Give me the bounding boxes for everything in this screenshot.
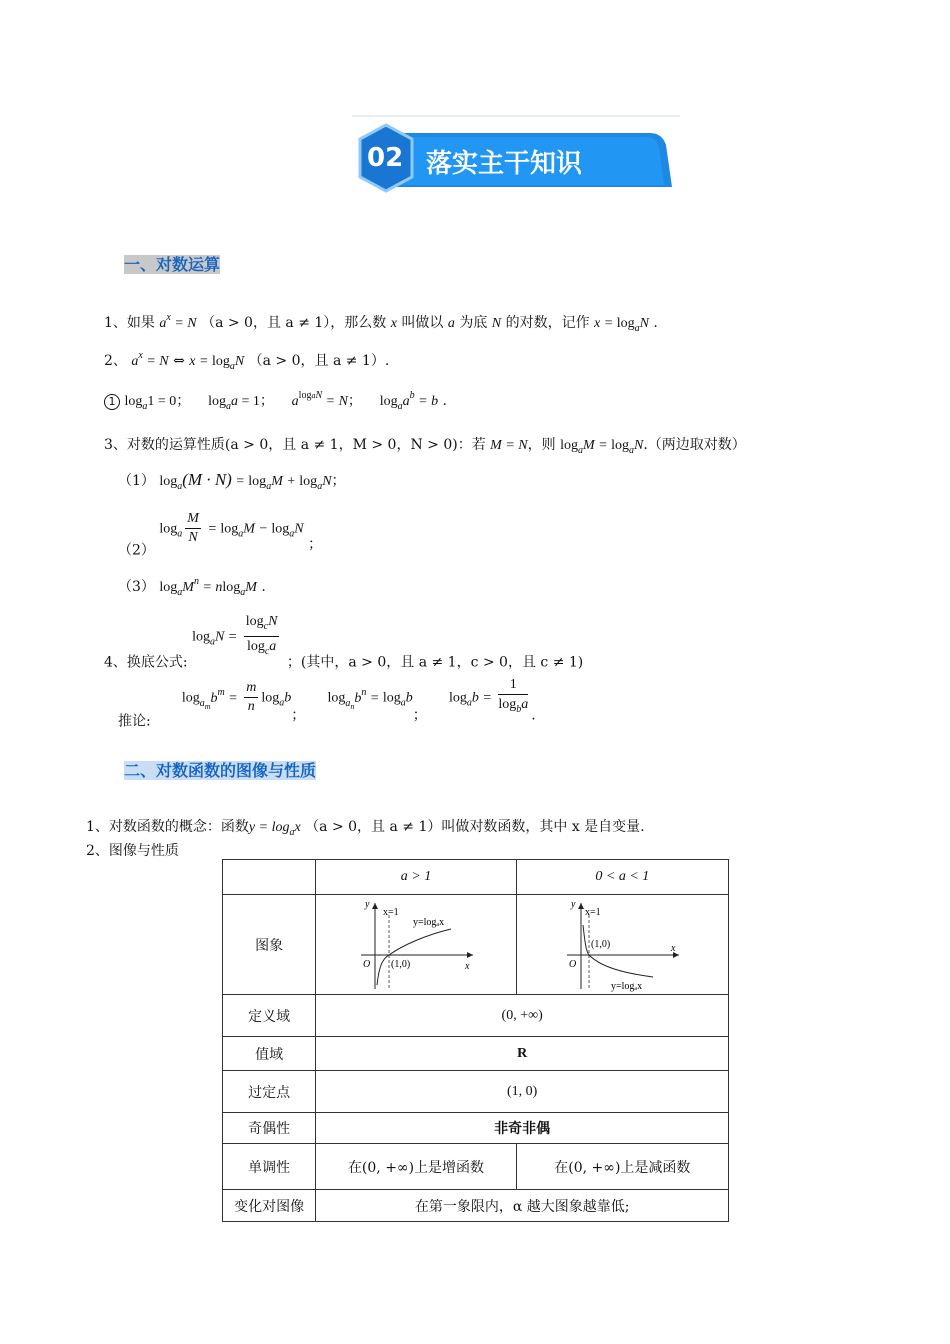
table-row-fixed-point xyxy=(223,1071,729,1113)
table-row-domain xyxy=(223,995,729,1037)
row-label-change: 变化对图像 xyxy=(223,1190,316,1222)
axis-y-label: y xyxy=(571,898,576,910)
equivalence-line: 2、 $a^x = N$ ⇔ $x = \log_aN$ （a > 0，且 a ≠ 1）. xyxy=(104,350,390,372)
curve-label: y=logₐx xyxy=(413,916,445,928)
function-definition-prefix: 1、对数函数的概念：函数 xyxy=(86,819,249,835)
origin-label: O xyxy=(569,958,577,970)
definition-line: 1、如果 $a^x = N$ （a > 0，且 a ≠ 1），那么数 x 叫做以 a 为底 N 的对数，记作 $x = \log_aN$ . xyxy=(104,312,658,334)
range-value: R xyxy=(316,1037,729,1071)
banner-title: 落实主干知识 xyxy=(426,149,583,179)
property-quotient: （2） $\log_a$ $\frac{M}{N}$ = $\log_aM - \log_aN$ ； xyxy=(118,511,323,559)
section-heading-log-function xyxy=(124,758,316,781)
property-power: （3） $\log_aM^n = nlog_aM$ . xyxy=(118,576,266,598)
properties-then: ，则 xyxy=(527,437,556,453)
basic-identities-line: 1 $\log_a1 = 0$； $\log_aa = 1$； $a^{logaN} = N$； $\log_aa^b = b$ . xyxy=(104,390,447,412)
graph-increasing-cell xyxy=(316,895,516,995)
asymptote-label: x=1 xyxy=(383,906,399,918)
properties-table xyxy=(222,859,729,1222)
section-banner xyxy=(350,115,680,195)
equivalence-condition: （a > 0，且 a ≠ 1）. xyxy=(248,353,390,369)
asymptote-label: x=1 xyxy=(585,906,601,918)
fixed-point-label: (1,0) xyxy=(391,958,411,970)
function-definition-line: 1、对数函数的概念：函数$y = \log_ax$ （a > 0，且 a ≠ 1）叫做对数函数，其中 x 是自变量. xyxy=(86,819,645,838)
axis-x-label: x xyxy=(465,960,470,972)
section-heading-text: 二、对数函数的图像与性质 xyxy=(124,761,317,780)
properties-condition: a > 0，且 a ≠ 1，M > 0，N > 0)：若 xyxy=(230,437,486,453)
property-label-2: （2） xyxy=(118,542,155,559)
property-product: （1） $\log_a(M \cdot N) = \log_aM + \log_aN$； xyxy=(118,470,346,492)
row-label-fixed-point: 过定点 xyxy=(223,1071,316,1113)
axis-y-label: y xyxy=(365,898,370,910)
graph-decreasing xyxy=(557,897,687,993)
table-row-range xyxy=(223,1037,729,1071)
axis-x-label: x xyxy=(671,942,676,954)
corollary-label: 推论: xyxy=(118,713,151,730)
curve-label: y=logₐx xyxy=(611,980,643,992)
graph-decreasing-cell xyxy=(516,895,728,995)
definition-base: 为底 xyxy=(459,315,488,331)
properties-suffix: .（两边取对数） xyxy=(643,437,746,453)
graph-properties-label: 2、图像与性质 xyxy=(86,843,179,859)
change-value: 在第一象限内，α 越大图象越靠低; xyxy=(316,1190,729,1222)
definition-condition: （a > 0，且 a ≠ 1），那么数 xyxy=(201,315,387,331)
graph-increasing xyxy=(351,897,481,993)
definition-prefix: 1、如果 xyxy=(104,315,155,331)
table-corner-cell xyxy=(223,860,316,895)
operation-properties-line: 3、对数的运算性质(a > 0，且 a ≠ 1，M > 0，N > 0)：若 M = N，则 $\log_aM = \log_aN$.（两边取对数） xyxy=(104,437,746,456)
row-label-parity: 奇偶性 xyxy=(223,1113,316,1144)
equivalence-prefix: 2、 xyxy=(104,353,127,369)
section-heading-logarithm-operations xyxy=(124,252,220,275)
section-heading-text: 一、对数运算 xyxy=(124,255,221,274)
row-label-domain: 定义域 xyxy=(223,995,316,1037)
row-label-monotonicity: 单调性 xyxy=(223,1144,316,1190)
property-label-3: （3） xyxy=(118,579,155,595)
fixed-point-label: (1,0) xyxy=(591,938,611,950)
monotonic-increasing-value: 在(0, +∞)上是增函数 xyxy=(316,1144,516,1190)
row-label-graph: 图象 xyxy=(223,895,316,995)
header-a-greater-1: a > 1 xyxy=(316,860,516,895)
banner-number: 02 xyxy=(367,143,404,173)
change-of-base-prefix: 4、换底公式: xyxy=(104,654,188,671)
table-row-monotonicity xyxy=(223,1144,729,1190)
table-row-parity xyxy=(223,1113,729,1144)
definition-mid: 叫做以 xyxy=(401,315,444,331)
properties-prefix: 3、对数的运算性质( xyxy=(104,437,231,453)
table-header-row xyxy=(223,860,729,895)
header-a-between-0-1: 0 < a < 1 xyxy=(516,860,728,895)
table-row-change xyxy=(223,1190,729,1222)
change-of-base-condition: ；(其中，a > 0，且 a ≠ 1，c > 0，且 c ≠ 1) xyxy=(286,654,584,671)
change-of-base-line: 4、换底公式: $\log_aN$ = $\frac{\log_cN}{\log_ca}$ ；(其中，a > 0，且 a ≠ 1，c > 0，且 c ≠ 1) xyxy=(104,614,584,671)
corollary-line: 推论: $\log_{a_m}b^m$ = $\frac{m}{n}$ $\log_ab$； $\log_{a_n}b^n = \log_ab$； $\log_ab$ = $\frac{1}{\log_ba}$ . xyxy=(118,677,536,730)
parity-value: 非奇非偶 xyxy=(316,1113,729,1144)
row-label-range: 值域 xyxy=(223,1037,316,1071)
definition-suffix: 的对数，记作 xyxy=(505,315,590,331)
circled-number: 1 xyxy=(104,394,120,410)
property-label-1: （1） xyxy=(118,473,155,489)
function-definition-suffix: （a > 0，且 a ≠ 1）叫做对数函数，其中 x 是自变量. xyxy=(305,819,645,835)
domain-value: (0, +∞) xyxy=(316,995,729,1037)
fixed-point-value: (1, 0) xyxy=(316,1071,729,1113)
origin-label: O xyxy=(363,958,371,970)
table-row-graph xyxy=(223,895,729,995)
monotonic-decreasing-value: 在(0, +∞)上是减函数 xyxy=(516,1144,728,1190)
